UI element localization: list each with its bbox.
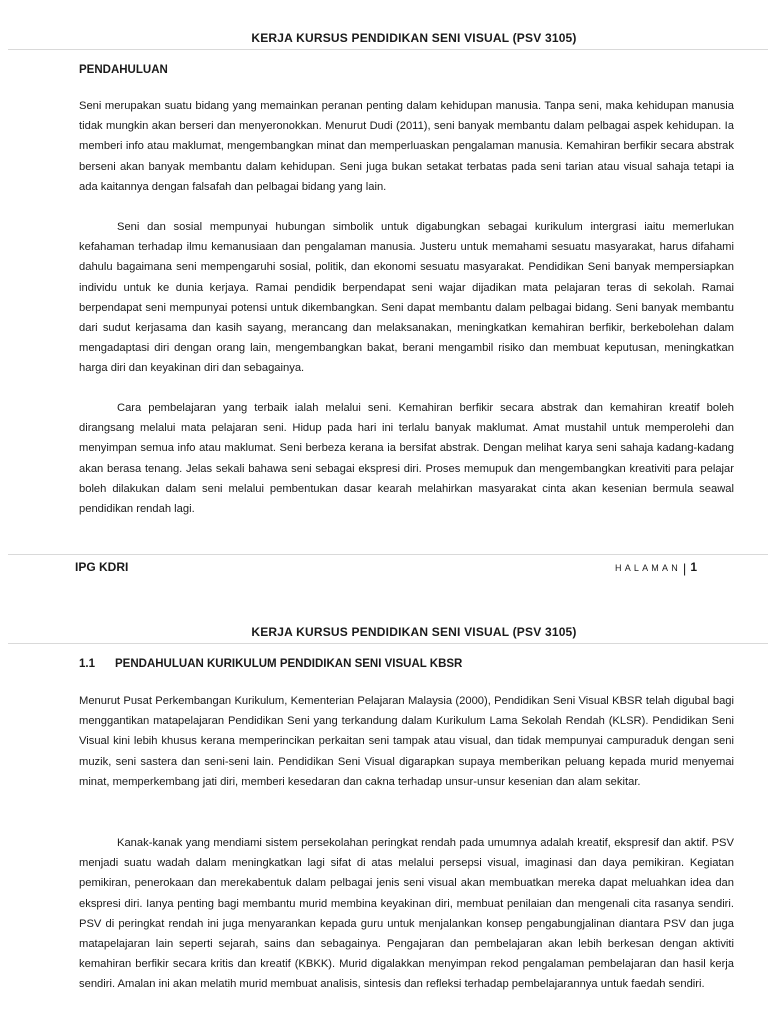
footer-page-label: HALAMAN [615, 563, 681, 573]
running-header-text: KERJA KURSUS PENDIDIKAN SENI VISUAL (PSV 3105) [251, 31, 577, 45]
footer-institution: IPG KDRI [75, 560, 129, 574]
section-title: PENDAHULUAN KURIKULUM PENDIDIKAN SENI VISUAL KBSR [115, 658, 463, 670]
paragraph: Seni merupakan suatu bidang yang memainkan peranan penting dalam kehidupan manusia. Tanpa seni, maka kehidupan manusia tidak mungkin akan berseri dan menyeronokkan. Menurut Dudi (2011), seni banyak membantu dalam pelbagai aspek kehidupan. Ia memberi info atau maklumat, mengembangkan minat dan memperluaskan pengalaman manusia. Kemahiran berfikir secara abstrak berseni akan banyak membantu dalam kehidupan. Seni juga bukan setakat terbatas pada seni tarian atau visual sahaja tetapi ia ada kaitannya dengan falsafah dan pelbagai bidang yang lain. [79, 100, 734, 193]
paragraph: Cara pembelajaran yang terbaik ialah melalui seni. Kemahiran berfikir secara abstrak dan kemahiran kreatif boleh dirangsang melalui mata pelajaran seni. Hidup pada hari ini terlalu banyak maklumat. Amat mustahil untuk memperolehi dan menyimpan semua info atau maklumat. Seni berbeza kerana ia bersifat abstrak. Dengan melihat karya seni sahaja kadang-kadang akan berasa tenang. Jelas sekali bahawa seni sebagai ekspresi diri. Proses memupuk dan mengembangkan kreativiti para pelajar boleh dilakukan dalam seni melalui pembentukan dasar kearah melahirkan masyarakat cinta akan kesenian bermula seawal pendidikan rendah lagi. [79, 402, 734, 516]
section-title: PENDAHULUAN [79, 64, 168, 76]
footer-page-number: 1 [690, 560, 697, 574]
footer-separator: | [682, 561, 687, 576]
paragraph: Menurut Pusat Perkembangan Kurikulum, Kementerian Pelajaran Malaysia (2000), Pendidikan Seni Visual KBSR telah digubal bagi menggantikan matapelajaran Pendidikan Seni yang terkandung dalam Kurikulum Lama Sekolah Rendah (KLSR). Pendidikan Seni Visual kini lebih khusus kerana memperincikan perkaitan seni tampak atau visual, dan tidak mempunyai campuraduk dengan seni muzik, seni sastera dan seni-seni lain. Pendidikan Seni Visual digarapkan supaya memberikan peluang kepada murid menyemai minat, memperkembang jati diri, memberi kesedaran dan cakna terhadap unsur-unsur kesenian dan alam sekitar. [79, 695, 734, 788]
running-header-text: KERJA KURSUS PENDIDIKAN SENI VISUAL (PSV 3105) [251, 625, 577, 639]
paragraph: Seni dan sosial mempunyai hubungan simbolik untuk digabungkan sebagai kurikulum intergrasi iaitu memerlukan kefahaman terhadap ilmu kemanusiaan dan pengalaman manusia. Justeru untuk memahami sesuatu masyarakat, harus difahami dahulu bagaimana seni mempengaruhi sosial, politik, dan ekonomi sesuatu masyarakat. Pendidikan Seni banyak mempersiapkan individu untuk ke dunia kerjaya. Ramai pendidik berpendapat seni wajar dijadikan mata pelajaran teras di sekolah. Ramai berpendapat seni mempunyai potensi untuk dikembangkan. Seni dapat membantu dalam pelbagai bidang. Seni banyak membantu dari sudut kerjasama dan kasih sayang, merancang dan melaksanakan, meningkatkan kemahiran berfikir, berkebolehan dalam mengadaptasi diri dengan orang lain, mengembangkan bakat, berani mengambil risiko dan membuat keputusan, meningkatkan harga diri dan keyakinan diri dan sebagainya. [79, 221, 734, 375]
section-number: 1.1 [79, 658, 95, 670]
running-header [0, 625, 768, 639]
header-divider [8, 49, 768, 50]
paragraph: Kanak-kanak yang mendiami sistem persekolahan peringkat rendah pada umumnya adalah kreatif, ekspresif dan aktif. PSV menjadi suatu wadah dalam meningkatkan lagi sifat di atas melalui persepsi visual, imaginasi dan daya pemikiran. Kegiatan pemikiran, penerokaan dan merekabentuk dalam pelbagai jenis seni visual akan membuatkan mereka dapat meluahkan idea dan ekspresi diri. Ianya penting bagi membantu murid membina keyakinan diri, membuat penilaian dan mengenali cita rasanya sendiri. PSV di peringkat rendah ini juga menyarankan kepada guru untuk menjalankan konsep pengabungjalinan diantara PSV dan juga matapelajaran lain seperti sejarah, sains dan sebagainya. Pengajaran dan pembelajaran akan lebih berkesan dengan aktiviti kemahiran berfikir secara kritis dan kreatif (KBKK). Murid digalakkan menyimpan rekod pengalaman pembelajaran dan hasil kerja sendiri. Amalan ini akan melatih murid membuat analisis, sintesis dan refleksi terhadap pembelajarannya untuk faedah sendiri. [79, 837, 734, 991]
footer-divider [8, 554, 768, 555]
running-header [0, 31, 768, 45]
footer-page-indicator [615, 560, 697, 576]
header-divider [8, 643, 768, 644]
